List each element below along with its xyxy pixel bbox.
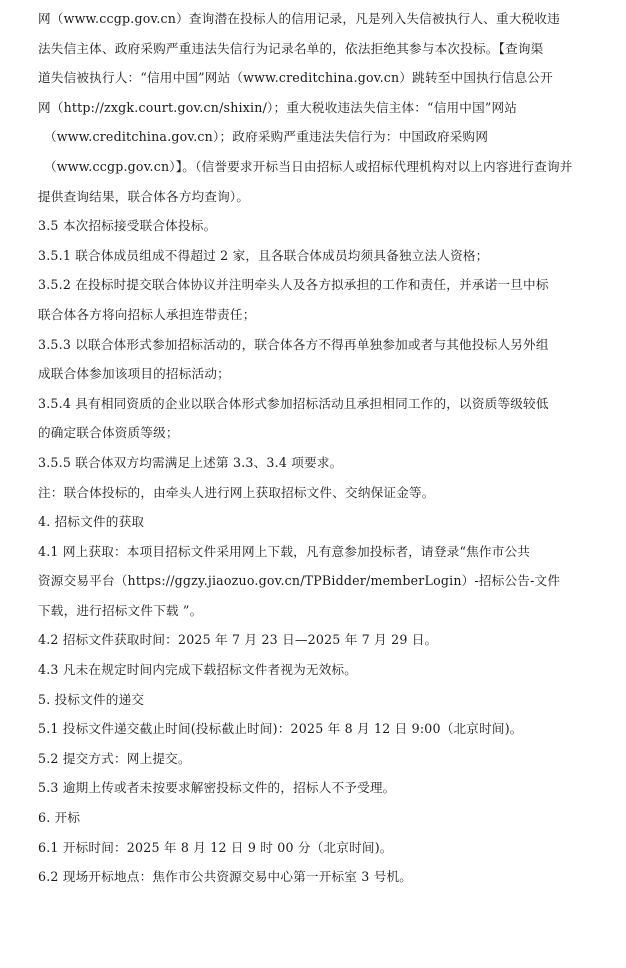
text-line: （www.ccgp.gov.cn）】。（信誉要求开标当日由招标人或招标代理机构对以上内容进行查询并 — [44, 158, 573, 174]
paragraph-s6-2 — [38, 862, 598, 892]
text-line: 6.2 现场开标地点：焦作市公共资源交易中心第一开标室 3 号机。 — [38, 869, 413, 885]
paragraph-s4-2 — [38, 625, 598, 655]
text-line: 资源交易平台（https://ggzy.jiaozuo.gov.cn/TPBidder/memberLogin）-招标公告-文件 — [38, 573, 561, 589]
text-line: 3.5.3 以联合体形式参加招标活动的，联合体各方不得再单独参加或者与其他投标人另外组 — [38, 336, 549, 352]
paragraph-s6-1 — [38, 833, 598, 863]
text-line: 法失信主体、政府采购严重违法失信行为记录名单的，依法拒绝其参与本次投标。【查询渠 — [38, 40, 544, 56]
paragraph-s3-5 — [38, 211, 598, 241]
paragraph-s6 — [38, 803, 598, 833]
text-line: 5.3 逾期上传或者未按要求解密投标文件的，招标人不予受理。 — [38, 780, 396, 796]
paragraph-s4 — [38, 507, 598, 537]
text-line: 联合体各方将向招标人承担连带责任； — [38, 306, 256, 322]
paragraph-s3-5-4 — [38, 389, 598, 448]
paragraph-s3-5-5 — [38, 448, 598, 478]
text-line: 道失信被执行人：“信用中国”网站（www.creditchina.gov.cn）跳转至中国执行信息公开 — [38, 70, 553, 86]
text-line: 5.1 投标文件递交截止时间(投标截止时间)：2025 年 8 月 12 日 9:00（北京时间)。 — [38, 721, 523, 737]
paragraph-s4-3 — [38, 655, 598, 685]
text-line: 成联合体参加该项目的招标活动； — [38, 366, 230, 382]
text-line: 3.5.4 具有相同资质的企业以联合体形式参加招标活动且承担相同工作的，以资质等级较低 — [38, 395, 549, 411]
text-line: 4.1 网上获取：本项目招标文件采用网上下载，凡有意参加投标者，请登录“焦作市公共 — [38, 543, 531, 559]
text-line: 6.1 开标时间：2025 年 8 月 12 日 9 时 00 分（北京时间)。 — [38, 839, 393, 855]
text-line: 下载，进行招标文件下载 ”。 — [38, 602, 203, 618]
text-line: 5. 投标文件的递交 — [38, 691, 145, 707]
paragraph-s3-5-1 — [38, 241, 598, 271]
text-line: 3.5.5 联合体双方均需满足上述第 3.3、3.4 项要求。 — [38, 454, 343, 470]
paragraph-s3-5-3 — [38, 330, 598, 389]
text-line: 4.2 招标文件获取时间：2025 年 7 月 23 日—2025 年 7 月 29 日。 — [38, 632, 438, 648]
text-line: （www.creditchina.gov.cn）；政府采购严重违法失信行为：中国政府采购网 — [44, 129, 489, 145]
paragraph-s5-3 — [38, 773, 598, 803]
paragraph-note — [38, 478, 598, 508]
paragraph-s5-1 — [38, 714, 598, 744]
text-line: 的确定联合体资质等级； — [38, 425, 179, 441]
text-line: 6. 开标 — [38, 810, 81, 826]
paragraph-credit-query — [38, 4, 598, 211]
text-line: 提供查询结果，联合体各方均查询）。 — [38, 188, 250, 204]
text-line: 网（http://zxgk.court.gov.cn/shixin/）；重大税收违法失信主体：“信用中国”网站 — [38, 99, 518, 115]
paragraph-s5 — [38, 685, 598, 715]
text-line: 注：联合体投标的，由牵头人进行网上获取招标文件、交纳保证金等。 — [38, 484, 435, 500]
paragraph-s4-1 — [38, 537, 598, 626]
text-line: 4. 招标文件的获取 — [38, 514, 145, 530]
text-line: 3.5 本次招标接受联合体投标。 — [38, 218, 217, 234]
paragraph-s5-2 — [38, 744, 598, 774]
text-line: 4.3 凡未在规定时间内完成下载招标文件者视为无效标。 — [38, 662, 358, 678]
text-line: 网（www.ccgp.gov.cn）查询潜在投标人的信用记录，凡是列入失信被执行人、重大税收违 — [38, 11, 560, 26]
paragraph-s3-5-2 — [38, 270, 598, 329]
text-line: 5.2 提交方式：网上提交。 — [38, 750, 191, 766]
text-line: 3.5.2 在投标时提交联合体协议并注明牵头人及各方拟承担的工作和责任，并承诺一旦中标 — [38, 277, 549, 293]
text-line: 3.5.1 联合体成员组成不得超过 2 家，且各联合体成员均须具备独立法人资格； — [38, 247, 489, 263]
